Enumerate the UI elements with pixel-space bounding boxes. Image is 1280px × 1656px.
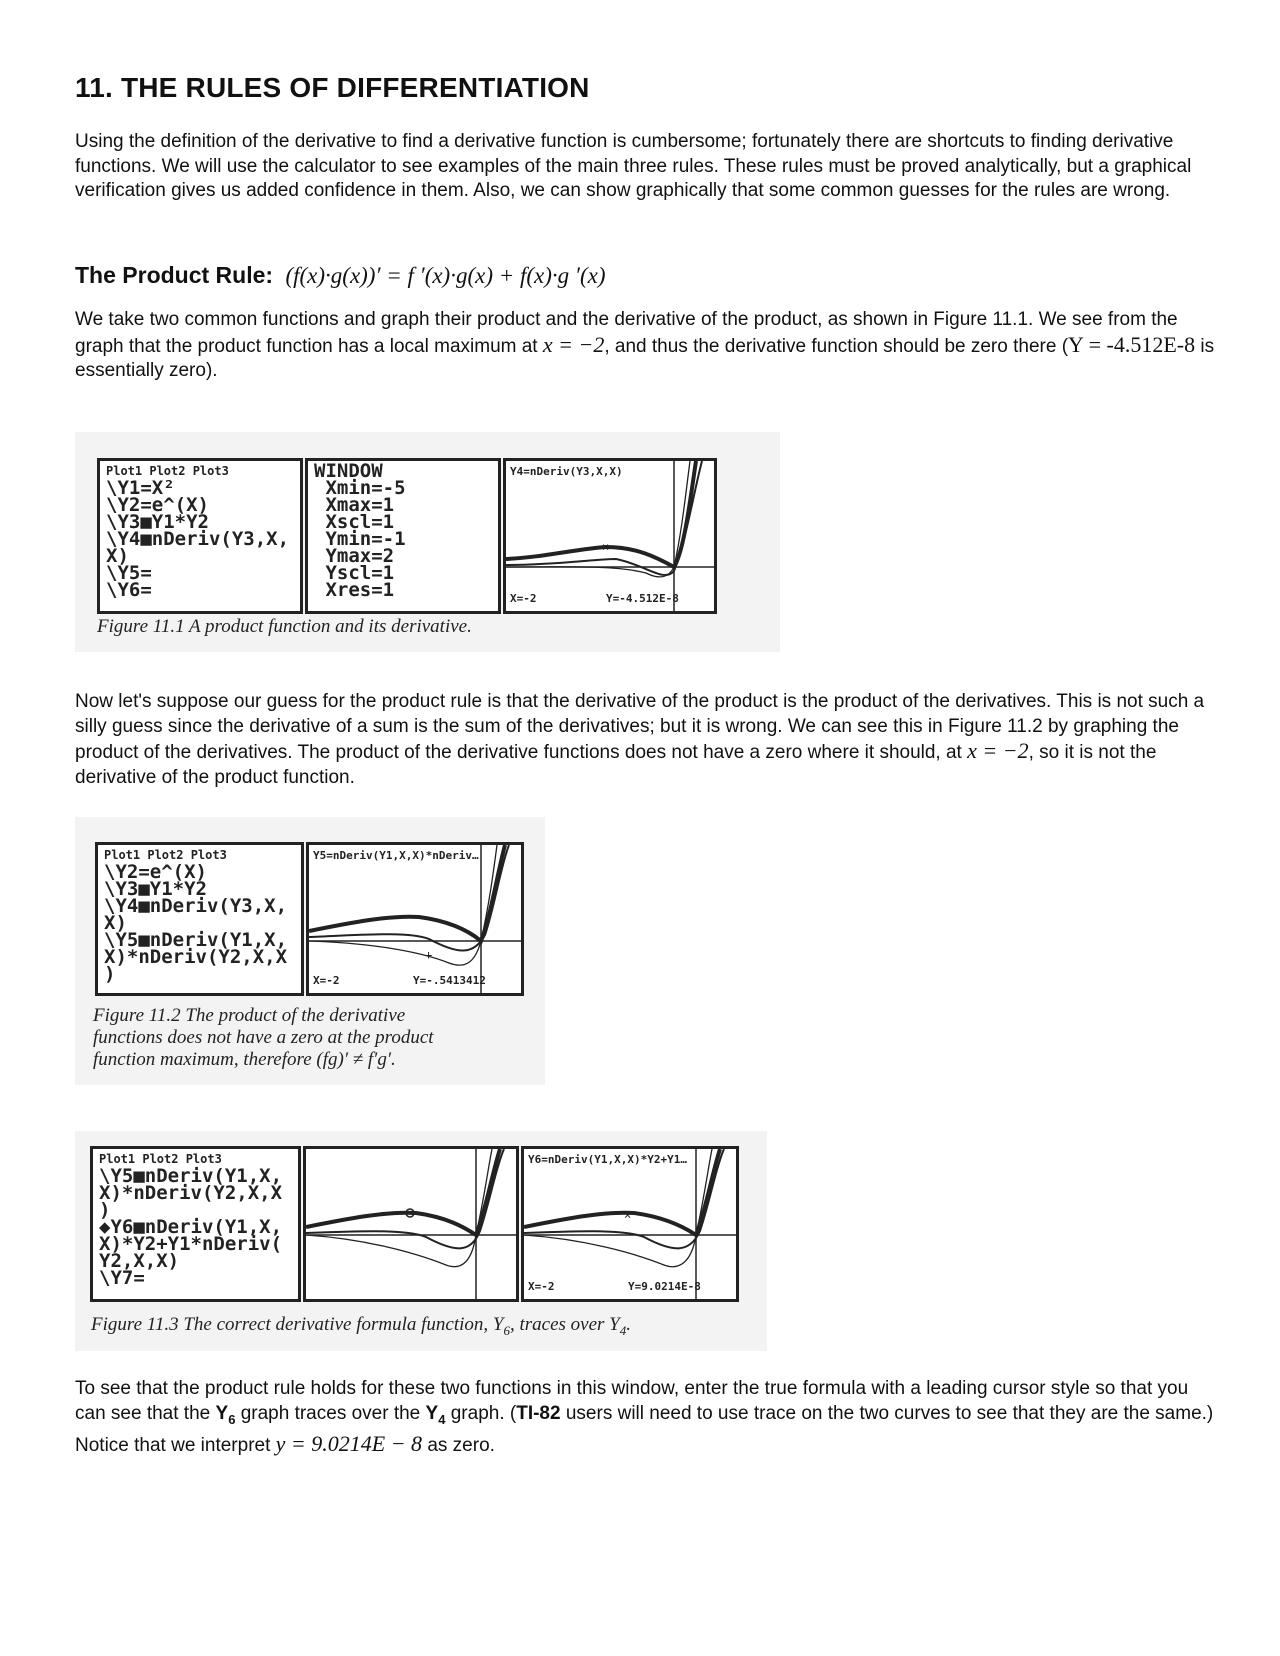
y6-subscript: 6 [228, 1411, 236, 1427]
fig3-graph-left-screen [303, 1146, 519, 1302]
math-y-value: Y = -4.512E-8 [1068, 331, 1196, 357]
figure-11-1 [75, 432, 780, 652]
fig1-window-line-1: Xmin=-5 [314, 477, 406, 499]
ti82-label: TI-82 [516, 1402, 561, 1424]
fig3-editor-line-4: ◆Y6■nDeriv(Y1,X, [99, 1216, 283, 1238]
fig1-editor-line-7: \Y6= [106, 579, 152, 601]
fig3-editor-line-6: Y2,X,X) [99, 1250, 180, 1272]
fig3-graph-right-screen [521, 1146, 739, 1302]
fig1-caption: Figure 11.1 A product function and its derivative. [97, 616, 472, 637]
math-y-eq-value: y = 9.0214E − 8 [275, 1430, 423, 1456]
fig2-editor-line-2: \Y3■Y1*Y2 [104, 878, 207, 900]
fig3-graph-right-plot [524, 1149, 736, 1299]
fig3-editor-line-1: \Y5■nDeriv(Y1,X, [99, 1165, 283, 1187]
fig1-graph-function-label: Y4=nDeriv(Y3,X,X) [510, 465, 623, 478]
fig3-graph-left-plot [306, 1149, 516, 1299]
fig3-y-editor-lines [99, 1151, 282, 1287]
paragraph-4-text-d: users will need to use trace on the two curves to see that they are the same.) Notice that we interpret [75, 1402, 1214, 1456]
intro-paragraph: Using the definition of the derivative to find a derivative function is cumbersome; fortunately there are shortcuts to finding derivative functions. We will use the calculator to see examples of the main three rules. These rules must be proved analytically, but a graphical verification gives us added confidence in them. Also, we can show graphically that some common guesses for the rules are wrong. [75, 131, 1192, 201]
fig1-graph-x-readout: X=-2 [510, 592, 537, 605]
figure-11-2 [75, 817, 545, 1085]
fig2-graph-y-readout: Y=-.5413412 [413, 974, 486, 987]
product-rule-heading [75, 262, 606, 289]
fig1-editor-line-1: \Y1=X² [106, 477, 175, 499]
fig1-y-editor-lines [106, 463, 289, 599]
fig3-caption-text-c: . [626, 1314, 631, 1335]
fig3-editor-line-5: X)*Y2+Y1*nDeriv( [99, 1233, 283, 1255]
paragraph-4-text-b: graph traces over the [235, 1402, 426, 1424]
fig1-window-line-4: Ymin=-1 [314, 528, 406, 550]
math-x-eq-minus-2-b: x = −2 [967, 738, 1029, 763]
paragraph-3 [75, 690, 1215, 790]
y4-letter: Y [425, 1402, 439, 1424]
fig2-editor-line-1: \Y2=e^(X) [104, 861, 207, 883]
fig1-editor-line-4: \Y4■nDeriv(Y3,X, [106, 528, 290, 550]
fig1-window-line-3: Xscl=1 [314, 511, 395, 533]
fig3-caption-text-a: Figure 11.3 The correct derivative formula function, Y [91, 1314, 504, 1335]
svg-text:×: × [602, 540, 610, 554]
fig1-window-lines [314, 460, 406, 601]
fig3-graph-x-readout: X=-2 [528, 1280, 555, 1293]
fig3-editor-line-2: X)*nDeriv(Y2,X,X [99, 1182, 283, 1204]
fig3-y-editor-screen [90, 1146, 301, 1302]
paragraph-4-text-a: To see that the product rule holds for these two functions in this window, enter the true formula with a leading cursor style so that you can see that the [75, 1378, 1189, 1424]
fig1-window-line-6: Yscl=1 [314, 562, 395, 584]
fig2-graph-plot [309, 845, 521, 993]
paragraph-4 [75, 1377, 1215, 1458]
paragraph-3-text-a: Now let's suppose our guess for the product rule is that the derivative of the product is the product of the derivatives. This is not such a silly guess since the derivative of a sum is the sum of the derivatives; but it is wrong. We can see this in Figure 11.2 by graphing the product of the derivatives. The product of the derivative functions does not have a zero where it should, at [75, 691, 1205, 763]
paragraph-2-text-a: We take two common functions and graph their product and the derivative of the product, as shown in Figure 11.1. We see from the graph that the product function has a local maximum at [75, 309, 1178, 357]
y4-label [425, 1402, 446, 1427]
fig1-graph-screen [503, 458, 717, 614]
paragraph-2-text-b: , and thus the derivative function should be zero there ( [604, 335, 1069, 357]
fig1-editor-line-6: \Y5= [106, 562, 152, 584]
paragraph-2-text-c: is essentially zero). [75, 335, 1215, 381]
fig2-graph-function-label: Y5=nDeriv(Y1,X,X)*nDeriv… [313, 849, 479, 862]
fig2-caption [93, 1005, 434, 1071]
fig3-caption-sub-6: 6 [503, 1322, 510, 1338]
paragraph-4-text-e: as zero. [422, 1434, 495, 1456]
fig2-editor-line-5: \Y5■nDeriv(Y1,X, [104, 929, 288, 951]
y6-label [215, 1402, 236, 1427]
fig2-caption-line-0: Figure 11.2 The product of the derivative [93, 1005, 406, 1026]
fig3-editor-line-7: \Y7= [99, 1267, 145, 1289]
figure-11-3 [75, 1131, 767, 1351]
y4-subscript: 4 [438, 1411, 446, 1427]
fig1-window-line-5: Ymax=2 [314, 545, 395, 567]
paragraph-3-text-b: , so it is not the derivative of the product function. [75, 742, 1157, 788]
fig1-graph-y-readout: Y=-4.512E-8 [606, 592, 679, 605]
fig2-y-editor-screen [95, 842, 304, 996]
fig1-window-line-2: Xmax=1 [314, 494, 395, 516]
fig1-window-screen [305, 458, 501, 614]
fig3-caption [91, 1314, 631, 1342]
fig1-window-line-0: WINDOW [314, 460, 383, 482]
fig3-editor-line-0: Plot1 Plot2 Plot3 [99, 1152, 222, 1166]
fig2-caption-line-2: function maximum, therefore (fg)′ ≠ f′g′. [93, 1049, 396, 1070]
fig3-graph-y-readout: Y=9.0214E-8 [628, 1280, 701, 1293]
fig3-caption-text-b: , traces over Y [509, 1314, 620, 1335]
fig2-editor-line-3: \Y4■nDeriv(Y3,X, [104, 895, 288, 917]
fig1-y-editor-screen [97, 458, 303, 614]
fig1-window-line-7: Xres=1 [314, 579, 395, 601]
fig2-graph-screen [306, 842, 524, 996]
section-title: 11. THE RULES OF DIFFERENTIATION [75, 72, 590, 103]
product-rule-formula: (f(x)·g(x))′ = f ′(x)·g(x) + f(x)·g ′(x) [285, 263, 606, 288]
fig3-graph-function-label: Y6=nDeriv(Y1,X,X)*Y2+Y1… [528, 1153, 687, 1166]
fig1-editor-line-5: X) [106, 545, 129, 567]
fig2-caption-line-1: functions does not have a zero at the product [93, 1027, 434, 1048]
fig2-editor-line-7: ) [104, 963, 116, 985]
fig3-editor-line-3: ) [99, 1199, 111, 1221]
fig1-editor-line-3: \Y3■Y1*Y2 [106, 511, 209, 533]
svg-text:×: × [624, 1208, 632, 1222]
svg-text:+: + [425, 948, 433, 962]
paragraph-2 [75, 308, 1215, 384]
fig1-graph-plot [506, 461, 714, 611]
paragraph-4-text-c: graph. ( [445, 1402, 517, 1424]
fig1-editor-line-2: \Y2=e^(X) [106, 494, 209, 516]
product-rule-label: The Product Rule: [75, 262, 274, 288]
math-x-eq-minus-2: x = −2 [542, 331, 605, 357]
fig2-editor-line-4: X) [104, 912, 127, 934]
fig2-editor-line-0: Plot1 Plot2 Plot3 [104, 848, 227, 862]
fig2-y-editor-lines [104, 847, 287, 983]
y6-letter: Y [215, 1402, 229, 1424]
fig2-editor-line-6: X)*nDeriv(Y2,X,X [104, 946, 288, 968]
fig1-editor-line-0: Plot1 Plot2 Plot3 [106, 464, 229, 478]
fig3-caption-sub-4: 4 [619, 1322, 627, 1338]
fig2-graph-x-readout: X=-2 [313, 974, 340, 987]
